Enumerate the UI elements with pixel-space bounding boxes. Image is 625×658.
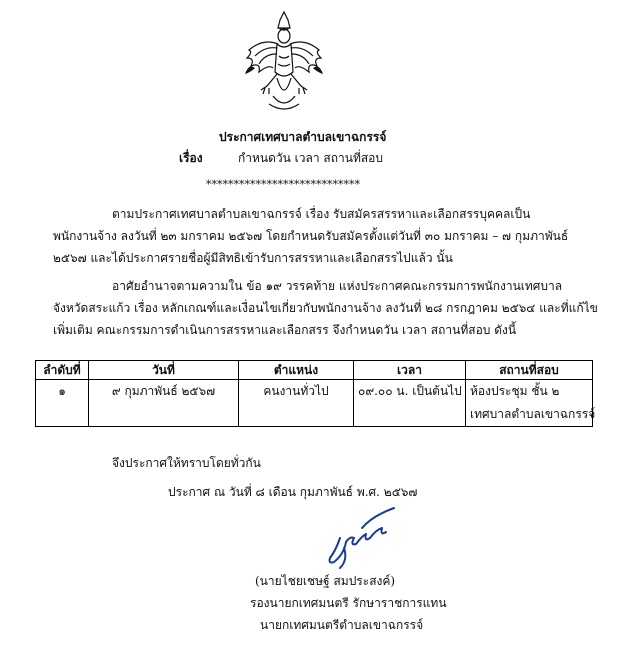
paragraph-1-line-1: ตามประกาศเทศบาลตำบลเขาฉกรรจ์ เรื่อง รับสมัครสรรหาและเลือกสรรบุคคลเป็น bbox=[112, 207, 531, 221]
cell-order: ๑ bbox=[36, 380, 89, 427]
document-title: ประกาศเทศบาลตำบลเขาฉกรรจ์ bbox=[219, 130, 387, 144]
cell-place-line-1: ห้องประชุม ชั้น ๒ bbox=[470, 384, 560, 398]
header-date: วันที่ bbox=[89, 361, 239, 380]
table-header-row bbox=[36, 361, 593, 380]
paragraph-1-line-2: พนักงานจ้าง ลงวันที่ ๒๓ มกราคม ๒๕๖๗ โดยกำหนดรับสมัครตั้งแต่วันที่ ๓๐ มกราคม – ๗ กุมภาพันธ์ bbox=[53, 229, 569, 243]
closing-announce: จึงประกาศให้ทราบโดยทั่วกัน bbox=[112, 456, 261, 470]
paragraph-2-line-2: จังหวัดสระแก้ว เรื่อง หลักเกณฑ์และเงื่อนไขเกี่ยวกับพนักงานจ้าง ลงวันที่ ๒๘ กรกฎาคม ๒๕๖๔ และที่แก้ไข bbox=[53, 301, 598, 315]
cell-place bbox=[466, 380, 596, 427]
exam-schedule-table bbox=[35, 360, 596, 427]
paragraph-2-line-3: เพิ่มเติม คณะกรรมการดำเนินการสรรหาและเลือกสรร จึงกำหนดวัน เวลา สถานที่สอบ ดังนี้ bbox=[53, 323, 517, 337]
signer-name: (นายไชยเชษฐ์ สมประสงค์) bbox=[255, 574, 396, 588]
paragraph-1-line-3: ๒๕๖๗ และได้ประกาศรายชื่อผู้มีสิทธิเข้ารับการสรรหาและเลือกสรรไปแล้ว นั้น bbox=[53, 251, 453, 265]
subject-text: กำหนดวัน เวลา สถานที่สอบ bbox=[238, 151, 384, 165]
handwritten-signature bbox=[300, 498, 400, 570]
signer-role-line-1: รองนายกเทศมนตรี รักษาราชการแทน bbox=[250, 596, 447, 610]
paragraph-2-line-1: อาศัยอำนาจตามความใน ข้อ ๑๙ วรรคท้าย แห่งประกาศคณะกรรมการพนักงานเทศบาล bbox=[112, 279, 563, 293]
signer-role-line-2: นายกเทศมนตรีตำบลเขาฉกรรจ์ bbox=[260, 618, 424, 632]
cell-date: ๙ กุมภาพันธ์ ๒๕๖๗ bbox=[89, 380, 239, 427]
announcement-date: ประกาศ ณ วันที่ ๘ เดือน กุมภาพันธ์ พ.ศ. ๒๕๖๗ bbox=[168, 485, 418, 499]
cell-position: คนงานทั่วไป bbox=[239, 380, 354, 427]
separator-stars: **************************** bbox=[206, 178, 360, 191]
cell-place-line-2: เทศบาลตำบลเขาฉกรรจ์ bbox=[470, 407, 596, 421]
header-order: ลำดับที่ bbox=[36, 361, 89, 380]
table-row bbox=[36, 380, 593, 427]
header-position: ตำแหน่ง bbox=[239, 361, 354, 380]
header-time: เวลา bbox=[354, 361, 466, 380]
header-place: สถานที่สอบ bbox=[466, 361, 593, 380]
cell-time: ๐๙.๐๐ น. เป็นต้นไป bbox=[354, 380, 466, 427]
garuda-emblem bbox=[243, 10, 325, 114]
subject-label: เรื่อง bbox=[179, 151, 203, 165]
